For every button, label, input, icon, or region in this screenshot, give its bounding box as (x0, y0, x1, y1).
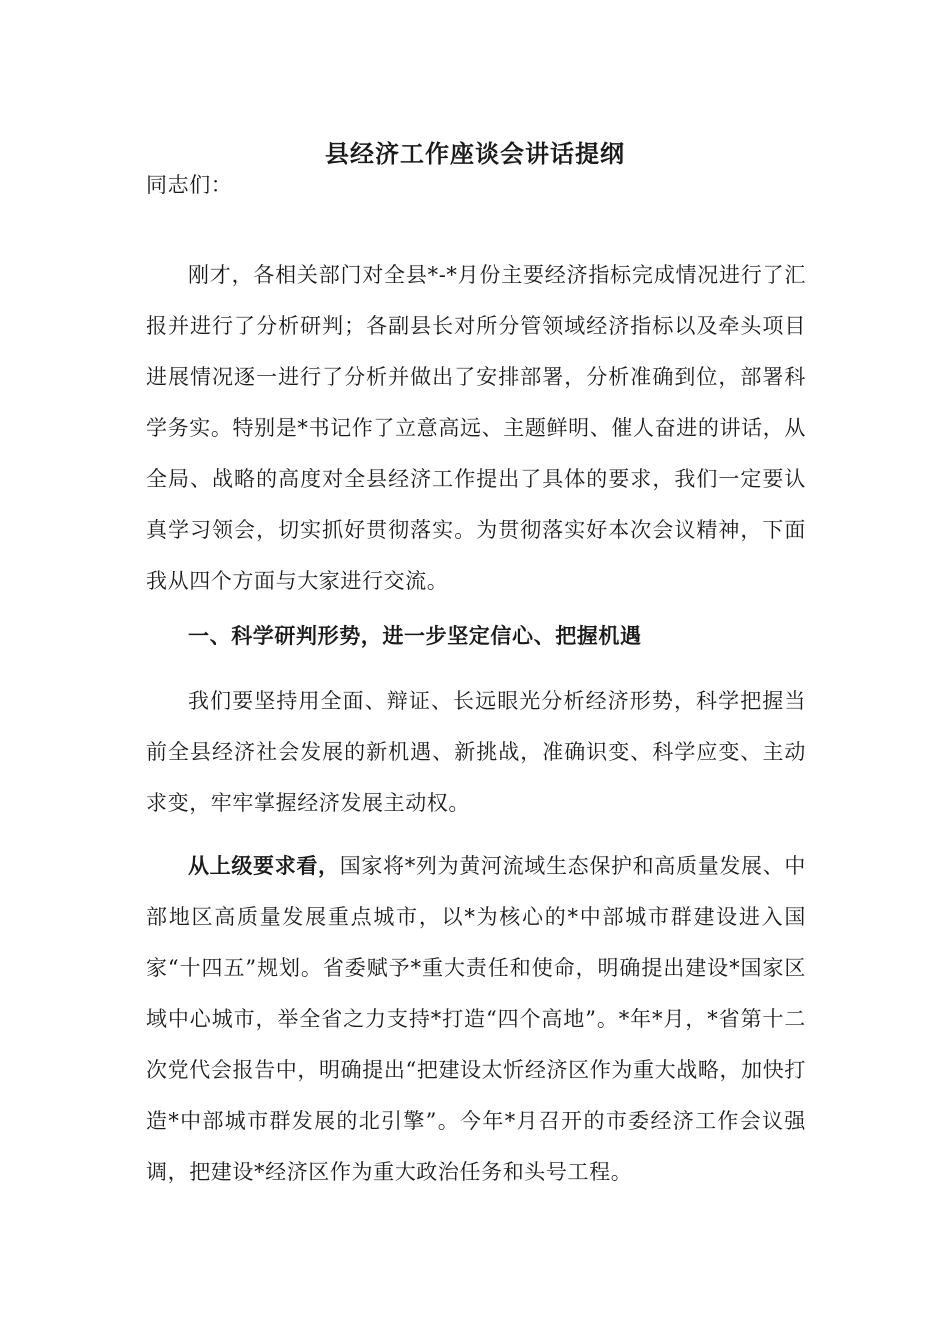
paragraph-body: 国家将*列为黄河流域生态保护和高质量发展、中部地区高质量发展重点城市，以*为核心的*中部城市群建设进入国家“十四五”规划。省委赋予*重大责任和使命，明确提出建设*国家区域中心城市，举全省之力支持*打造“四个高地”。*年*月，*省第十二次党代会报告中，明确提出“把建设太忻经济区作为重大战略，加快打造*中部城市群发展的北引擎”。今年*月召开的市委经济工作会议强调，把建设*经济区作为重大政治任务和头号工程。 (146, 854, 807, 1184)
paragraph-opening: 刚才，各相关部门对全县*-*月份主要经济指标完成情况进行了汇报并进行了分析研判；各副县长对所分管领域经济指标以及牵头项目进展情况逐一进行了分析并做出了安排部署，分析准确到位，部署科学务实。特别是*书记作了立意高远、主题鲜明、催人奋进的讲话，从全局、战略的高度对全县经济工作提出了具体的要求，我们一定要认真学习领会，切实抓好贯彻落实。为贯彻落实好本次会议精神，下面我从四个方面与大家进行交流。 (146, 263, 806, 593)
paragraph-situation: 我们要坚持用全面、辩证、长远眼光分析经济形势，科学把握当前全县经济社会发展的新机遇、新挑战，准确识变、科学应变、主动求变，牢牢掌握经济发展主动权。 (146, 689, 806, 815)
paragraph-superior-requirements (146, 840, 806, 1198)
paragraph-lead-bold: 从上级要求看， (188, 853, 340, 878)
document-title: 县经济工作座谈会讲话提纲 (325, 139, 625, 168)
salutation: 同志们： (146, 173, 233, 197)
section-heading-1: 一、科学研判形势，进一步坚定信心、把握机遇 (188, 623, 642, 648)
